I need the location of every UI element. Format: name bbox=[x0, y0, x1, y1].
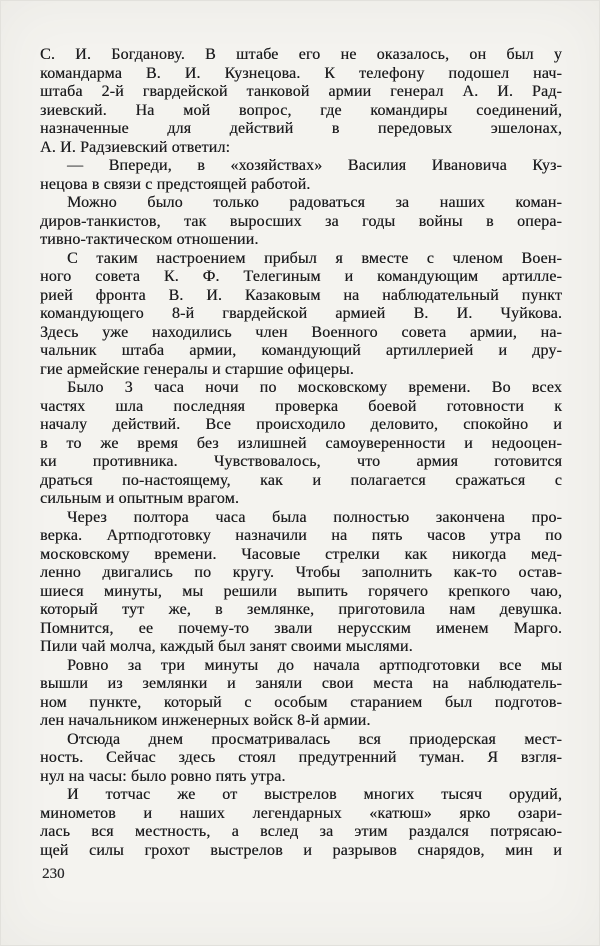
paragraph bbox=[40, 731, 562, 787]
text-line: А. И. Радзиевский ответил: bbox=[40, 138, 231, 156]
text-line: Ровно за три минуты до начала артподготовки все мы bbox=[67, 656, 562, 674]
text-line: ность. Сейчас здесь стоял предутренний туман. Я взгля- bbox=[40, 749, 562, 766]
text-line: командарма В. И. Кузнецова. К телефону подошел нач- bbox=[40, 64, 562, 82]
paragraph bbox=[40, 46, 562, 157]
text-line: драться по-настоящему, как и полагается сражаться с bbox=[40, 471, 562, 489]
text-line: чальник штаба армии, командующий артиллерией и дру- bbox=[40, 342, 562, 359]
text-line: штаба 2-й гвардейской танковой армии генерал А. И. Рад- bbox=[40, 83, 562, 100]
text-line: ленно двигались по кругу. Чтобы заполнить как-то остав- bbox=[40, 564, 562, 581]
text-line: гие армейские генералы и старшие офицеры. bbox=[40, 360, 354, 378]
paragraph bbox=[40, 657, 562, 731]
text-line: ного совета К. Ф. Телегиным и командующим артилле- bbox=[40, 268, 562, 285]
text-line: Отсюда днем просматривалась вся приодерская мест- bbox=[67, 730, 562, 748]
text-line: верка. Артподготовку назначили на пять часов утра по bbox=[40, 527, 562, 544]
text-line: С. И. Богданову. В штабе его не оказалось, он был у bbox=[40, 46, 562, 63]
text-line: который тут же, в землянке, приготовила нам девушка. bbox=[40, 601, 562, 618]
text-line: командующего 8-й гвардейской армией В. И. Чуйкова. bbox=[40, 305, 562, 322]
paragraph bbox=[40, 194, 562, 250]
text-line: щей силы грохот выстрелов и разрывов снарядов, мин и bbox=[40, 841, 562, 859]
text-line: Можно было только радоваться за наших коман- bbox=[67, 194, 562, 211]
page-text bbox=[40, 46, 562, 860]
text-line: московскому времени. Часовые стрелки как никогда мед- bbox=[40, 545, 562, 563]
text-line: зиевский. На мой вопрос, где командиры соединений, bbox=[40, 101, 562, 119]
text-line: Пили чай молча, каждый был занят своими мыслями. bbox=[40, 638, 413, 655]
text-line: тивно-тактическом отношении. bbox=[40, 231, 259, 248]
text-line: лась вся местность, а вслед за этим раздался потрясаю- bbox=[40, 823, 562, 840]
text-line: ки противника. Чувствовалось, что армия готовится bbox=[40, 453, 562, 470]
text-line: С таким настроением прибыл я вместе с членом Воен- bbox=[67, 249, 562, 267]
text-line: частях шла последняя проверка боевой готовности к bbox=[40, 397, 562, 415]
paragraph bbox=[40, 250, 562, 380]
text-line: шиеся минуты, мы решили выпить горячего крепкого чаю, bbox=[40, 582, 562, 600]
text-line: Было 3 часа ночи по московскому времени. Во всех bbox=[67, 379, 562, 396]
text-line: Здесь уже находились член Военного совета армии, на- bbox=[40, 323, 562, 341]
text-line: нул на часы: было ровно пять утра. bbox=[40, 767, 286, 785]
text-line: ном пункте, который с особым старанием был подготов- bbox=[40, 693, 562, 711]
text-line: минометов и наших легендарных «катюш» ярко озари- bbox=[40, 804, 562, 822]
paragraph bbox=[40, 509, 562, 657]
text-line: в то же время без излишней самоуверенности и недооцен- bbox=[40, 434, 562, 452]
paragraph bbox=[40, 786, 562, 860]
text-line: И тотчас же от выстрелов многих тысяч орудий, bbox=[67, 786, 562, 803]
text-line: вышли из землянки и заняли свои места на наблюдатель- bbox=[40, 675, 562, 692]
text-line: рией фронта В. И. Казаковым на наблюдательный пункт bbox=[40, 286, 562, 304]
text-line: диров-танкистов, так выросших за годы войны в опера- bbox=[40, 212, 562, 230]
text-line: сильным и опытным врагом. bbox=[40, 490, 240, 507]
text-line: Помнится, ее почему-то звали нерусским именем Марго. bbox=[40, 619, 562, 637]
text-line: — Впереди, в «хозяйствах» Василия Ивановича Куз- bbox=[67, 157, 562, 174]
text-line: Через полтора часа была полностью закончена про- bbox=[67, 508, 562, 526]
text-line: нецова в связи с предстоящей работой. bbox=[40, 175, 311, 193]
text-line: лен начальником инженерных войск 8-й армии. bbox=[40, 712, 371, 729]
paragraph bbox=[40, 157, 562, 194]
paragraph bbox=[40, 379, 562, 509]
text-line: назначенные для действий в передовых эшелонах, bbox=[40, 120, 562, 137]
text-line: началу действий. Все происходило деловито, спокойно и bbox=[40, 416, 562, 433]
page-number: 230 bbox=[42, 866, 65, 882]
